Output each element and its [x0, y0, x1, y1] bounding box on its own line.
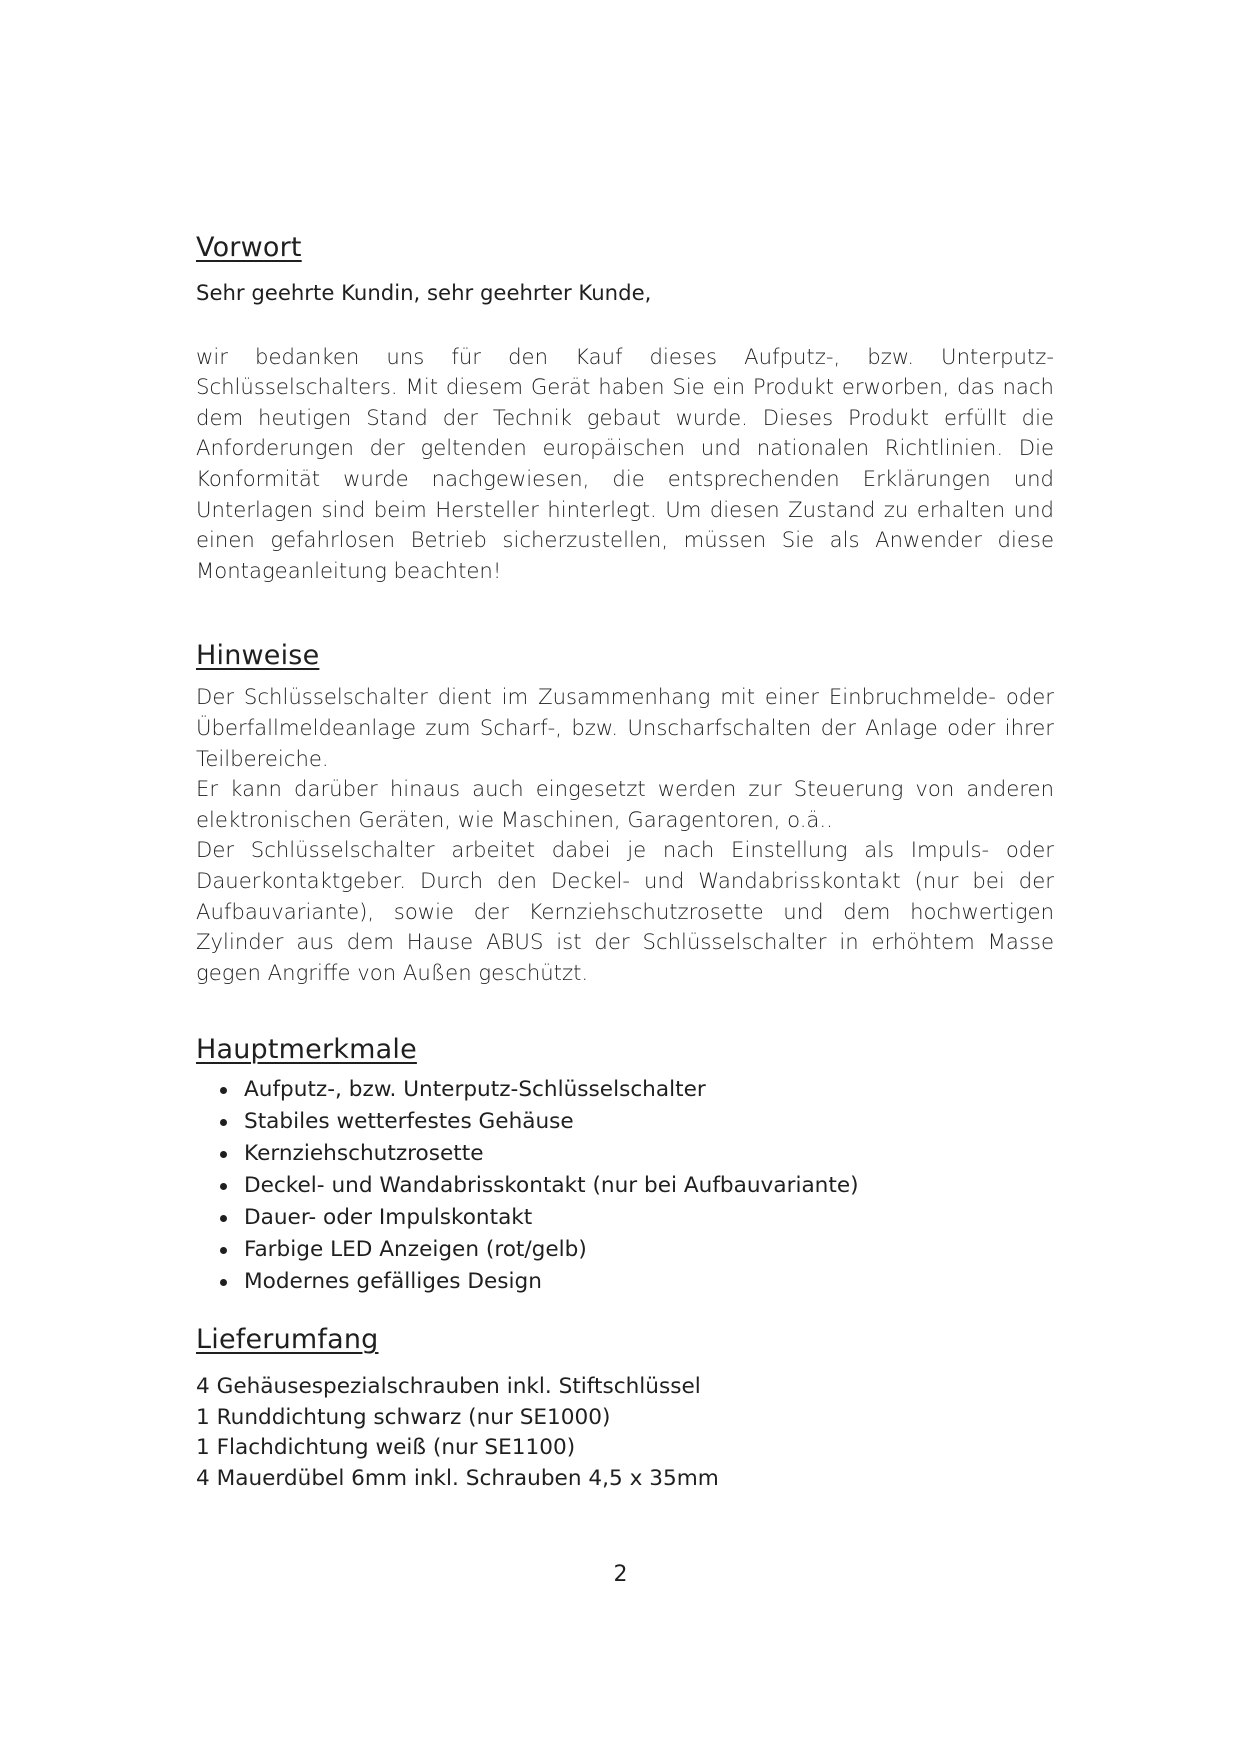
hinweise-paragraph-1: Der Schlüsselschalter dient im Zusammenhang mit einer Einbruchmelde- oder Überfallmeldeanlage zum Scharf-, bzw. Unscharfschalten der Anlage oder ihrer Teilbereiche.: [196, 684, 1054, 771]
page-number: 2: [613, 1562, 628, 1587]
hinweise-heading: Hinweise: [196, 640, 320, 672]
hinweise-paragraph-3: Der Schlüsselschalter arbeitet dabei je nach Einstellung als Impuls- oder Dauerkontaktgeber. Durch den Deckel- und Wandabrisskontakt (nur bei der Aufbauvariante), sowie der Kernziehschutzrosette und dem hochwertigen Zylinder aus dem Hause ABUS ist der Schlüsselschalter in erhöhtem Masse gegen Angriffe von Außen geschützt.: [196, 837, 1054, 985]
bullet-icon: [220, 1087, 227, 1094]
feature-text: Farbige LED Anzeigen (rot/gelb): [244, 1237, 587, 1263]
list-item: [218, 1106, 1054, 1138]
list-item: [218, 1266, 1054, 1298]
bullet-icon: [220, 1183, 227, 1190]
feature-list: [196, 1074, 1054, 1298]
vorwort-body: wir bedanken uns für den Kauf dieses Aufputz-, bzw. Unterputz-Schlüsselschalters. Mit diesem Gerät haben Sie ein Produkt erworben, das nach dem heutigen Stand der Technik gebaut wurde. Dieses Produkt erfüllt die Anforderungen der geltenden europäischen und nationalen Richtlinien. Die Konformität wurde nachgewiesen, die entsprechenden Erklärungen und Unterlagen sind beim Hersteller hinterlegt. Um diesen Zustand zu erhalten und einen gefahrlosen Betrieb sicherzustellen, müssen Sie als Anwender diese Montageanleitung beachten!: [196, 343, 1054, 583]
feature-text: Stabiles wetterfestes Gehäuse: [244, 1109, 574, 1135]
delivery-line: 4 Mauerdübel 6mm inkl. Schrauben 4,5 x 35mm: [196, 1465, 719, 1491]
lieferumfang-heading: Lieferumfang: [196, 1324, 379, 1356]
feature-text: Kernziehschutzrosette: [244, 1141, 484, 1167]
hinweise-paragraph-2: Er kann darüber hinaus auch eingesetzt werden zur Steuerung von anderen elektronischen Geräten, wie Maschinen, Garagentoren, o.ä..: [196, 776, 1054, 832]
hinweise-body: [196, 682, 1054, 988]
feature-text: Dauer- oder Impulskontakt: [244, 1205, 533, 1231]
vorwort-heading: Vorwort: [196, 232, 302, 263]
feature-text: Modernes gefälliges Design: [244, 1269, 542, 1295]
list-item: [218, 1170, 1054, 1202]
bullet-icon: [220, 1279, 227, 1286]
delivery-line: 1 Runddichtung schwarz (nur SE1000): [196, 1404, 611, 1430]
vorwort-greeting: Sehr geehrte Kundin, sehr geehrter Kunde,: [196, 280, 652, 305]
hauptmerkmale-heading: Hauptmerkmale: [196, 1034, 417, 1066]
document-page: [196, 228, 1054, 1494]
list-item: [218, 1138, 1054, 1170]
delivery-list: [196, 1372, 1054, 1494]
bullet-icon: [220, 1151, 227, 1158]
bullet-icon: [220, 1247, 227, 1254]
feature-text: Deckel- und Wandabrisskontakt (nur bei Aufbauvariante): [244, 1173, 859, 1199]
bullet-icon: [220, 1215, 227, 1222]
delivery-line: 4 Gehäusespezialschrauben inkl. Stiftschlüssel: [196, 1374, 701, 1400]
list-item: [218, 1202, 1054, 1234]
feature-text: Aufputz-, bzw. Unterputz-Schlüsselschalter: [244, 1077, 706, 1103]
delivery-line: 1 Flachdichtung weiß (nur SE1100): [196, 1435, 576, 1461]
bullet-icon: [220, 1119, 227, 1126]
list-item: [218, 1234, 1054, 1266]
list-item: [218, 1074, 1054, 1106]
